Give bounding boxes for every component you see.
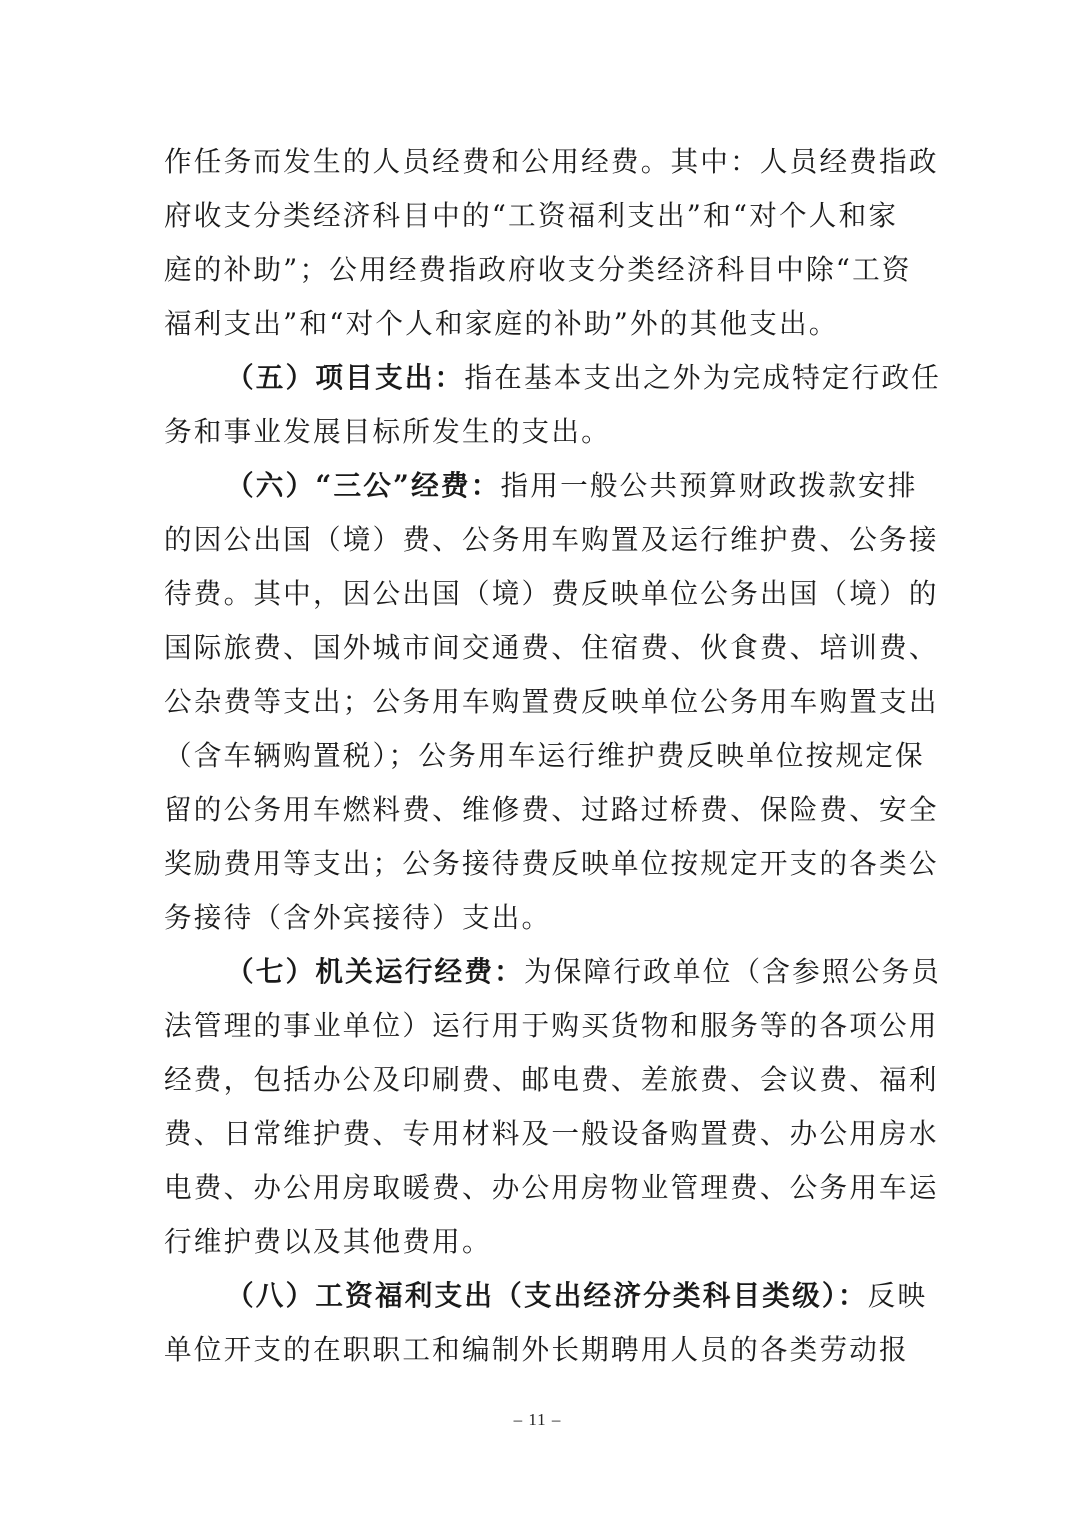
- text-line: 府收支分类经济科目中的“工资福利支出”和“对个人和家: [164, 199, 899, 232]
- section-five-paragraph: [164, 351, 942, 405]
- text-line: 作任务而发生的人员经费和公用经费。其中：人员经费指政: [164, 145, 939, 178]
- text-line: 法管理的事业单位）运行用于购买货物和服务等的各项公用: [164, 1009, 939, 1042]
- text-line: 国际旅费、国外城市间交通费、住宿费、伙食费、培训费、: [164, 631, 939, 664]
- text-line: 经费，包括办公及印刷费、邮电费、差旅费、会议费、福利: [164, 1063, 939, 1096]
- text-line: 庭的补助”；公用经费指政府收支分类经济科目中除“工资: [164, 253, 912, 286]
- text-line: 待费。其中，因公出国（境）费反映单位公务出国（境）的: [164, 577, 939, 610]
- text-line: 奖励费用等支出；公务接待费反映单位按规定开支的各类公: [164, 847, 939, 880]
- text-line: 费、日常维护费、专用材料及一般设备购置费、办公用房水: [164, 1117, 939, 1150]
- section-seven-paragraph: [164, 945, 942, 999]
- section-text: 为保障行政单位（含参照公务员: [523, 955, 942, 988]
- text-line: 留的公务用车燃料费、维修费、过路过桥费、保险费、安全: [164, 793, 939, 826]
- text-line: 电费、办公用房取暖费、办公用房物业管理费、公务用车运: [164, 1171, 939, 1204]
- section-heading: （七）机关运行经费：: [226, 955, 524, 988]
- text-line: 公杂费等支出；公务用车购置费反映单位公务用车购置支出: [164, 685, 939, 718]
- body-text: [164, 135, 942, 1377]
- section-text: 反映: [867, 1279, 928, 1312]
- text-line: 福利支出”和“对个人和家庭的补助”外的其他支出。: [164, 307, 839, 340]
- section-text: 指用一般公共预算财政拨款安排: [500, 469, 918, 502]
- section-eight-paragraph: [164, 1269, 928, 1323]
- section-heading: （六）“三公”经费：: [226, 469, 501, 502]
- text-line: 行维护费以及其他费用。: [164, 1225, 492, 1258]
- text-line: 务接待（含外宾接待）支出。: [164, 901, 552, 934]
- text-line: 的因公出国（境）费、公务用车购置及运行维护费、公务接: [164, 523, 939, 556]
- text-line: 务和事业发展目标所发生的支出。: [164, 415, 611, 448]
- section-six-paragraph: [164, 459, 918, 513]
- section-heading: （八）工资福利支出（支出经济分类科目类级）：: [226, 1279, 868, 1312]
- text-line: （含车辆购置税）；公务用车运行维护费反映单位按规定保: [164, 739, 925, 772]
- text-line: 单位开支的在职职工和编制外长期聘用人员的各类劳动报: [164, 1333, 909, 1366]
- section-text: 指在基本支出之外为完成特定行政任: [464, 361, 942, 394]
- page-number: – 11 –: [513, 1410, 562, 1429]
- section-heading: （五）项目支出：: [226, 361, 465, 394]
